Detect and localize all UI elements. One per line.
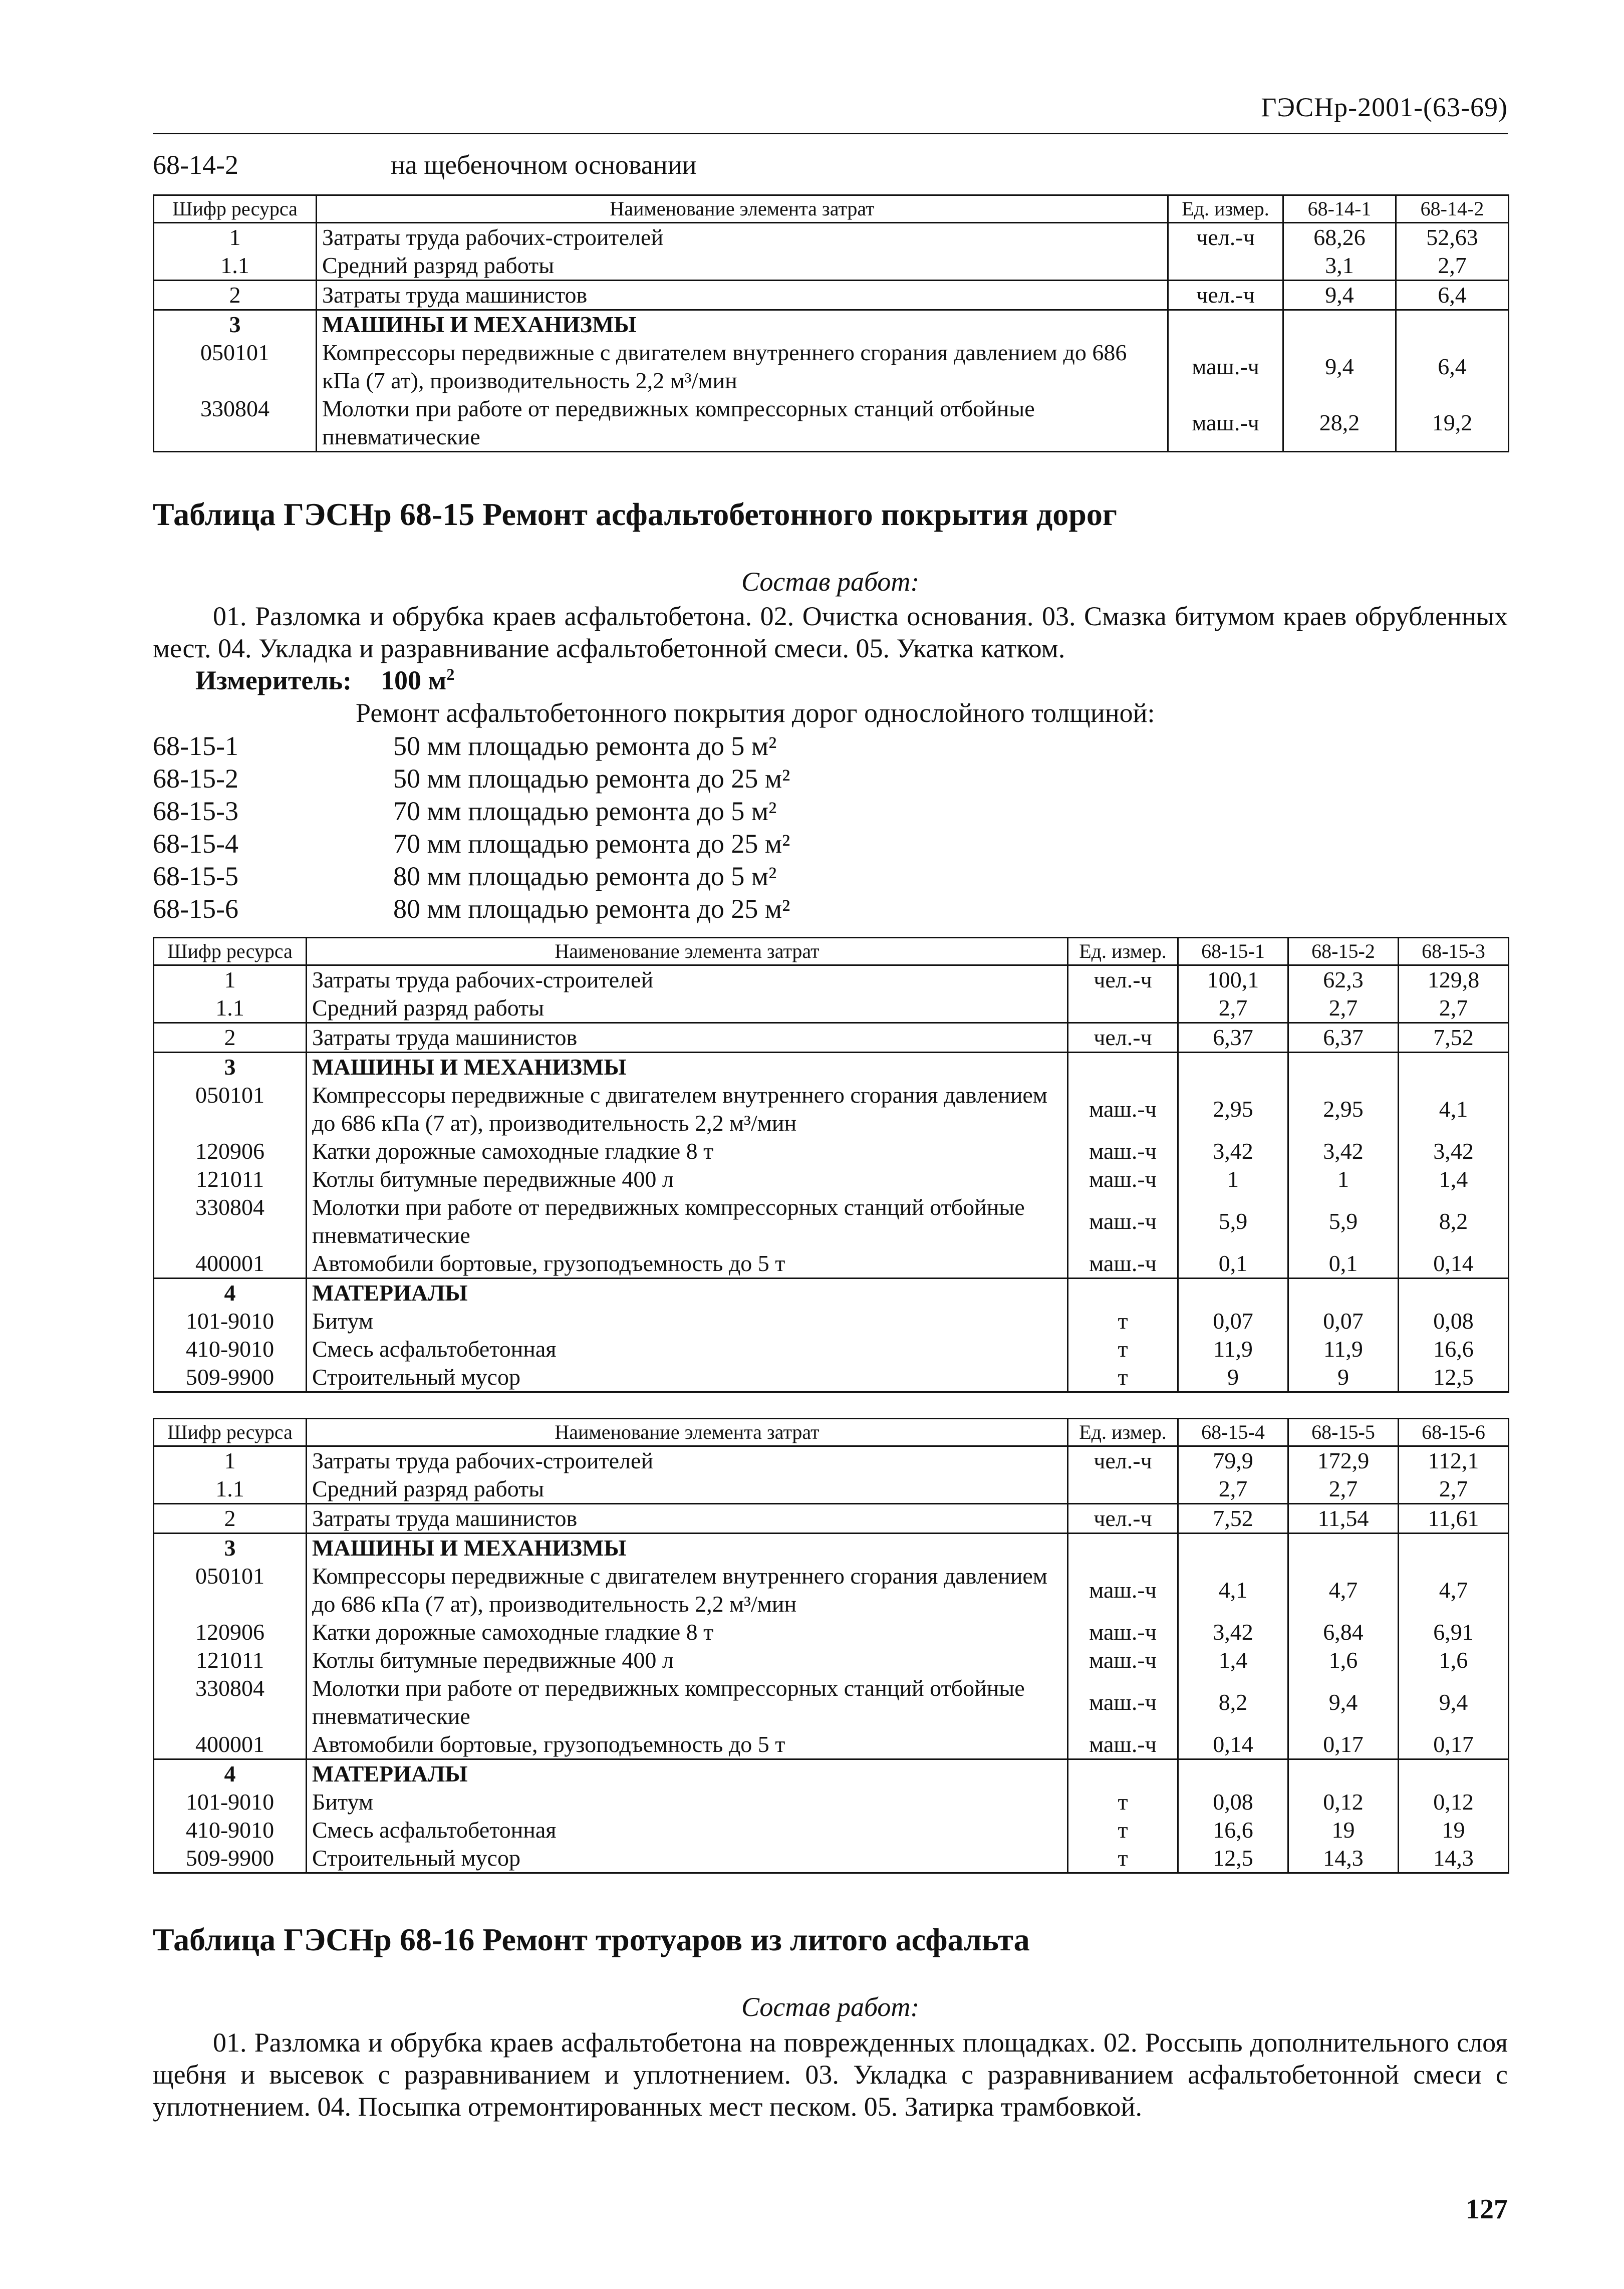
value-cell: 112,1 — [1399, 1446, 1509, 1475]
value-cell: 0,1 — [1178, 1249, 1288, 1279]
column-header: 68-15-6 — [1399, 1419, 1509, 1446]
cost-element-name: Молотки при работе от передвижных компрессорных станций отбойные пневматические — [307, 1193, 1068, 1249]
cost-element-name: Смесь асфальтобетонная — [307, 1816, 1068, 1844]
value-cell: 2,7 — [1399, 1475, 1509, 1504]
resource-code: 2 — [154, 1023, 307, 1053]
cost-element-name: Компрессоры передвижные с двигателем внутреннего сгорания давлением до 686 кПа (7 ат), производительность 2,2 м³/мин — [317, 339, 1168, 395]
cost-element-name: Котлы битумные передвижные 400 л — [307, 1646, 1068, 1674]
resource-code: 4 — [154, 1279, 307, 1308]
value-cell: 100,1 — [1178, 965, 1288, 994]
column-header: 68-14-1 — [1283, 195, 1396, 223]
item-text: 50 мм площадью ремонта до 5 м² — [393, 731, 777, 761]
table-row — [154, 1562, 1509, 1618]
cost-element-name: МАТЕРИАЛЫ — [307, 1759, 1068, 1789]
cost-element-name: МАШИНЫ И МЕХАНИЗМЫ — [307, 1534, 1068, 1563]
work-label: Состав работ: — [741, 567, 920, 597]
value-cell: 2,7 — [1288, 994, 1399, 1023]
value-cell: 1 — [1178, 1165, 1288, 1193]
table-row — [154, 994, 1509, 1023]
table-row — [154, 1844, 1509, 1873]
cost-element-name: Молотки при работе от передвижных компрессорных станций отбойные пневматические — [317, 395, 1168, 452]
value-cell: 9,4 — [1288, 1674, 1399, 1730]
item-text: на щебеночном основании — [391, 150, 697, 180]
cost-element-name: Молотки при работе от передвижных компрессорных станций отбойные пневматические — [307, 1674, 1068, 1730]
resource-code: 400001 — [154, 1249, 307, 1279]
value-cell: 19 — [1288, 1816, 1399, 1844]
value-cell: 6,37 — [1178, 1023, 1288, 1053]
resource-code: 3 — [154, 310, 317, 339]
resource-code: 120906 — [154, 1137, 307, 1165]
unit: маш.-ч — [1168, 339, 1283, 395]
table-row — [154, 251, 1509, 281]
value-cell: 2,95 — [1178, 1081, 1288, 1137]
page-number: 127 — [1466, 2194, 1508, 2225]
unit: т — [1068, 1788, 1178, 1816]
value-cell: 9,4 — [1283, 281, 1396, 310]
value-cell: 0,07 — [1178, 1307, 1288, 1335]
value-cell: 3,42 — [1288, 1137, 1399, 1165]
unit: маш.-ч — [1068, 1249, 1178, 1279]
item-code: 68-14-2 — [153, 150, 238, 180]
value-cell — [1399, 1534, 1509, 1563]
value-cell: 5,9 — [1288, 1193, 1399, 1249]
unit — [1068, 1534, 1178, 1563]
value-cell: 19,2 — [1396, 395, 1509, 452]
table-row — [154, 1165, 1509, 1193]
table-header-row — [154, 938, 1509, 965]
cost-table-68-15-part1 — [153, 937, 1509, 1393]
unit: маш.-ч — [1068, 1165, 1178, 1193]
table-row — [154, 1363, 1509, 1392]
unit — [1168, 310, 1283, 339]
table-row — [154, 1335, 1509, 1363]
value-cell — [1288, 1534, 1399, 1563]
resource-code: 101-9010 — [154, 1788, 307, 1816]
table-header-row — [154, 195, 1509, 223]
items-intro: Ремонт асфальтобетонного покрытия дорог однослойного толщиной: — [356, 698, 1155, 728]
value-cell: 6,4 — [1396, 339, 1509, 395]
value-cell: 0,12 — [1288, 1788, 1399, 1816]
work-description — [153, 600, 1508, 664]
value-cell: 0,07 — [1288, 1307, 1399, 1335]
unit: маш.-ч — [1068, 1674, 1178, 1730]
column-header: 68-15-5 — [1288, 1419, 1399, 1446]
column-header: 68-15-3 — [1399, 938, 1509, 965]
value-cell: 0,14 — [1399, 1249, 1509, 1279]
value-cell: 2,7 — [1399, 994, 1509, 1023]
table-row — [154, 1475, 1509, 1504]
value-cell: 2,95 — [1288, 1081, 1399, 1137]
section-title-68-16: Таблица ГЭСНр 68-16 Ремонт тротуаров из литого асфальта — [153, 1922, 1030, 1957]
value-cell — [1178, 1053, 1288, 1082]
value-cell: 0,08 — [1178, 1788, 1288, 1816]
value-cell: 16,6 — [1178, 1816, 1288, 1844]
value-cell — [1178, 1279, 1288, 1308]
cost-element-name: Средний разряд работы — [307, 994, 1068, 1023]
cost-element-name: Смесь асфальтобетонная — [307, 1335, 1068, 1363]
value-cell: 9 — [1288, 1363, 1399, 1392]
unit: маш.-ч — [1068, 1646, 1178, 1674]
item-text: 70 мм площадью ремонта до 5 м² — [393, 796, 777, 826]
table-row — [154, 1137, 1509, 1165]
unit: маш.-ч — [1168, 395, 1283, 452]
value-cell: 14,3 — [1288, 1844, 1399, 1873]
cost-element-name: Затраты труда рабочих-строителей — [307, 1446, 1068, 1475]
work-text-68-16: 01. Разломка и обрубка краев асфальтобетона на поврежденных площадках. 02. Россыпь дополнительного слоя щебня и высевок с разравниванием и уплотнением. 03. Укладка с разравниванием асфальтобетонной смеси с уплотнением. 04. Посыпка отремонтированных мест песком. 05. Затирка трамбовкой. — [153, 2027, 1508, 2122]
cost-element-name: Катки дорожные самоходные гладкие 8 т — [307, 1137, 1068, 1165]
value-cell — [1178, 1534, 1288, 1563]
resource-code: 330804 — [154, 1674, 307, 1730]
column-header: Ед. измер. — [1068, 1419, 1178, 1446]
resource-code: 2 — [154, 281, 317, 310]
resource-code: 3 — [154, 1053, 307, 1082]
unit: маш.-ч — [1068, 1193, 1178, 1249]
resource-code: 509-9900 — [154, 1363, 307, 1392]
resource-code: 1.1 — [154, 251, 317, 281]
value-cell: 14,3 — [1399, 1844, 1509, 1873]
value-cell: 1,6 — [1288, 1646, 1399, 1674]
value-cell: 79,9 — [1178, 1446, 1288, 1475]
value-cell: 6,4 — [1396, 281, 1509, 310]
value-cell: 6,91 — [1399, 1618, 1509, 1646]
cost-element-name: Затраты труда машинистов — [317, 281, 1168, 310]
item-text: 70 мм площадью ремонта до 25 м² — [393, 829, 790, 859]
cost-table-68-15-part2 — [153, 1418, 1509, 1874]
value-cell: 11,54 — [1288, 1504, 1399, 1534]
table-row — [154, 281, 1509, 310]
cost-element-name: Автомобили бортовые, грузоподъемность до 5 т — [307, 1249, 1068, 1279]
unit — [1068, 1759, 1178, 1789]
resource-code: 2 — [154, 1504, 307, 1534]
column-header: 68-15-4 — [1178, 1419, 1288, 1446]
section-title-68-15: Таблица ГЭСНр 68-15 Ремонт асфальтобетонного покрытия дорог — [153, 496, 1117, 532]
resource-code: 1 — [154, 223, 317, 252]
cost-element-name: Битум — [307, 1307, 1068, 1335]
work-description-68-16 — [153, 2026, 1508, 2123]
value-cell: 6,84 — [1288, 1618, 1399, 1646]
cost-element-name: Затраты труда рабочих-строителей — [307, 965, 1068, 994]
table-row — [154, 1504, 1509, 1534]
value-cell: 68,26 — [1283, 223, 1396, 252]
value-cell — [1288, 1279, 1399, 1308]
column-header: 68-15-2 — [1288, 938, 1399, 965]
value-cell: 3,42 — [1178, 1618, 1288, 1646]
resource-code: 1.1 — [154, 994, 307, 1023]
resource-code: 1.1 — [154, 1475, 307, 1504]
unit: чел.-ч — [1068, 965, 1178, 994]
page-header — [153, 92, 1508, 134]
column-header: Наименование элемента затрат — [317, 195, 1168, 223]
resource-code: 121011 — [154, 1165, 307, 1193]
value-cell: 7,52 — [1178, 1504, 1288, 1534]
resource-code: 050101 — [154, 1081, 307, 1137]
value-cell: 4,1 — [1399, 1081, 1509, 1137]
value-cell — [1399, 1053, 1509, 1082]
value-cell: 0,17 — [1288, 1730, 1399, 1759]
table-header-row — [154, 1419, 1509, 1446]
value-cell: 4,7 — [1288, 1562, 1399, 1618]
table-row — [154, 1788, 1509, 1816]
item-text: 80 мм площадью ремонта до 25 м² — [393, 894, 790, 924]
cost-element-name: МАШИНЫ И МЕХАНИЗМЫ — [317, 310, 1168, 339]
cost-element-name: Средний разряд работы — [307, 1475, 1068, 1504]
table-row — [154, 1759, 1509, 1789]
value-cell: 0,14 — [1178, 1730, 1288, 1759]
resource-code: 3 — [154, 1534, 307, 1563]
column-header: Ед. измер. — [1168, 195, 1283, 223]
value-cell: 129,8 — [1399, 965, 1509, 994]
resource-code: 410-9010 — [154, 1335, 307, 1363]
item-code: 68-15-4 — [153, 829, 238, 859]
value-cell: 2,7 — [1178, 994, 1288, 1023]
value-cell: 0,1 — [1288, 1249, 1399, 1279]
cost-element-name: Средний разряд работы — [317, 251, 1168, 281]
value-cell: 1,4 — [1178, 1646, 1288, 1674]
table-row — [154, 1674, 1509, 1730]
work-text: 01. Разломка и обрубка краев асфальтобетона. 02. Очистка основания. 03. Смазка битумом краев обрубленных мест. 04. Укладка и разравнивание асфальтобетонной смеси. 05. Укатка катком. — [153, 601, 1508, 663]
table-row — [154, 1618, 1509, 1646]
table-row — [154, 1446, 1509, 1475]
column-header: Ед. измер. — [1068, 938, 1178, 965]
table-row — [154, 310, 1509, 339]
unit — [1068, 1475, 1178, 1504]
table-row — [154, 1534, 1509, 1563]
unit — [1168, 251, 1283, 281]
unit: т — [1068, 1844, 1178, 1873]
unit: чел.-ч — [1068, 1446, 1178, 1475]
resource-code: 400001 — [154, 1730, 307, 1759]
value-cell — [1283, 310, 1396, 339]
cost-element-name: Котлы битумные передвижные 400 л — [307, 1165, 1068, 1193]
value-cell: 0,12 — [1399, 1788, 1509, 1816]
value-cell: 62,3 — [1288, 965, 1399, 994]
table-row — [154, 1053, 1509, 1082]
value-cell: 2,7 — [1288, 1475, 1399, 1504]
value-cell: 9,4 — [1399, 1674, 1509, 1730]
cost-element-name: МАШИНЫ И МЕХАНИЗМЫ — [307, 1053, 1068, 1082]
value-cell — [1399, 1279, 1509, 1308]
value-cell: 172,9 — [1288, 1446, 1399, 1475]
unit: чел.-ч — [1168, 281, 1283, 310]
column-header: 68-15-1 — [1178, 938, 1288, 965]
value-cell — [1178, 1759, 1288, 1789]
resource-code: 4 — [154, 1759, 307, 1789]
value-cell: 11,61 — [1399, 1504, 1509, 1534]
resource-code: 120906 — [154, 1618, 307, 1646]
unit: чел.-ч — [1068, 1504, 1178, 1534]
value-cell — [1288, 1759, 1399, 1789]
value-cell: 1,4 — [1399, 1165, 1509, 1193]
cost-table-68-14 — [153, 194, 1509, 452]
column-header: Наименование элемента затрат — [307, 1419, 1068, 1446]
unit — [1068, 1053, 1178, 1082]
unit: чел.-ч — [1068, 1023, 1178, 1053]
value-cell: 12,5 — [1399, 1363, 1509, 1392]
value-cell — [1399, 1759, 1509, 1789]
cost-element-name: Компрессоры передвижные с двигателем внутреннего сгорания давлением до 686 кПа (7 ат), производительность 2,2 м³/мин — [307, 1562, 1068, 1618]
table-row — [154, 1646, 1509, 1674]
value-cell: 8,2 — [1178, 1674, 1288, 1730]
value-cell: 4,7 — [1399, 1562, 1509, 1618]
value-cell — [1396, 310, 1509, 339]
value-cell: 3,1 — [1283, 251, 1396, 281]
resource-code: 330804 — [154, 1193, 307, 1249]
cost-element-name: Автомобили бортовые, грузоподъемность до 5 т — [307, 1730, 1068, 1759]
unit: маш.-ч — [1068, 1730, 1178, 1759]
unit: т — [1068, 1307, 1178, 1335]
column-header: Шифр ресурса — [154, 1419, 307, 1446]
value-cell: 0,17 — [1399, 1730, 1509, 1759]
value-cell: 8,2 — [1399, 1193, 1509, 1249]
meter-label: Измеритель: — [195, 665, 352, 695]
cost-element-name: Катки дорожные самоходные гладкие 8 т — [307, 1618, 1068, 1646]
table-row — [154, 395, 1509, 452]
value-cell: 9,4 — [1283, 339, 1396, 395]
value-cell: 7,52 — [1399, 1023, 1509, 1053]
cost-element-name: Затраты труда машинистов — [307, 1504, 1068, 1534]
resource-code: 509-9900 — [154, 1844, 307, 1873]
cost-element-name: Битум — [307, 1788, 1068, 1816]
table-row — [154, 1279, 1509, 1308]
value-cell: 1,6 — [1399, 1646, 1509, 1674]
value-cell: 5,9 — [1178, 1193, 1288, 1249]
unit: т — [1068, 1816, 1178, 1844]
unit: маш.-ч — [1068, 1137, 1178, 1165]
table-row — [154, 223, 1509, 252]
resource-code: 101-9010 — [154, 1307, 307, 1335]
resource-code: 330804 — [154, 395, 317, 452]
cost-element-name: Затраты труда рабочих-строителей — [317, 223, 1168, 252]
column-header: Шифр ресурса — [154, 195, 317, 223]
cost-element-name: Затраты труда машинистов — [307, 1023, 1068, 1053]
table-row — [154, 1730, 1509, 1759]
unit: маш.-ч — [1068, 1562, 1178, 1618]
item-code: 68-15-2 — [153, 764, 238, 794]
unit: т — [1068, 1363, 1178, 1392]
column-header: 68-14-2 — [1396, 195, 1509, 223]
table-row — [154, 1307, 1509, 1335]
column-header: Шифр ресурса — [154, 938, 307, 965]
unit: маш.-ч — [1068, 1618, 1178, 1646]
cost-element-name: Строительный мусор — [307, 1363, 1068, 1392]
table-row — [154, 1023, 1509, 1053]
value-cell: 6,37 — [1288, 1023, 1399, 1053]
value-cell: 4,1 — [1178, 1562, 1288, 1618]
resource-code: 410-9010 — [154, 1816, 307, 1844]
table-row — [154, 1193, 1509, 1249]
value-cell: 2,7 — [1178, 1475, 1288, 1504]
table-row — [154, 965, 1509, 994]
unit: т — [1068, 1335, 1178, 1363]
unit — [1068, 994, 1178, 1023]
unit — [1068, 1279, 1178, 1308]
cost-element-name: Компрессоры передвижные с двигателем внутреннего сгорания давлением до 686 кПа (7 ат), производительность 2,2 м³/мин — [307, 1081, 1068, 1137]
unit: маш.-ч — [1068, 1081, 1178, 1137]
table-row — [154, 1081, 1509, 1137]
resource-code: 1 — [154, 965, 307, 994]
column-header: Наименование элемента затрат — [307, 938, 1068, 965]
value-cell: 19 — [1399, 1816, 1509, 1844]
meter-value: 100 $м^2$ — [381, 665, 455, 695]
resource-code: 121011 — [154, 1646, 307, 1674]
value-cell: 11,9 — [1288, 1335, 1399, 1363]
item-text: 80 мм площадью ремонта до 5 м² — [393, 861, 777, 891]
value-cell: 3,42 — [1178, 1137, 1288, 1165]
work-label-68-16: Состав работ: — [741, 1992, 920, 2022]
item-code: 68-15-5 — [153, 861, 238, 891]
unit: чел.-ч — [1168, 223, 1283, 252]
cost-element-name: МАТЕРИАЛЫ — [307, 1279, 1068, 1308]
resource-code: 1 — [154, 1446, 307, 1475]
value-cell: 28,2 — [1283, 395, 1396, 452]
resource-code: 050101 — [154, 1562, 307, 1618]
value-cell: 9 — [1178, 1363, 1288, 1392]
resource-code: 050101 — [154, 339, 317, 395]
cost-element-name: Строительный мусор — [307, 1844, 1068, 1873]
value-cell: 0,08 — [1399, 1307, 1509, 1335]
value-cell — [1288, 1053, 1399, 1082]
item-code: 68-15-3 — [153, 796, 238, 826]
table-row — [154, 1249, 1509, 1279]
item-text: 50 мм площадью ремонта до 25 м² — [393, 764, 790, 794]
value-cell: 52,63 — [1396, 223, 1509, 252]
item-code: 68-15-1 — [153, 731, 238, 761]
value-cell: 2,7 — [1396, 251, 1509, 281]
value-cell: 11,9 — [1178, 1335, 1288, 1363]
value-cell: 16,6 — [1399, 1335, 1509, 1363]
value-cell: 3,42 — [1399, 1137, 1509, 1165]
item-code: 68-15-6 — [153, 894, 238, 924]
value-cell: 1 — [1288, 1165, 1399, 1193]
table-row — [154, 339, 1509, 395]
value-cell: 12,5 — [1178, 1844, 1288, 1873]
document-code: ГЭСНр-2001-(63-69) — [1261, 92, 1508, 122]
table-row — [154, 1816, 1509, 1844]
